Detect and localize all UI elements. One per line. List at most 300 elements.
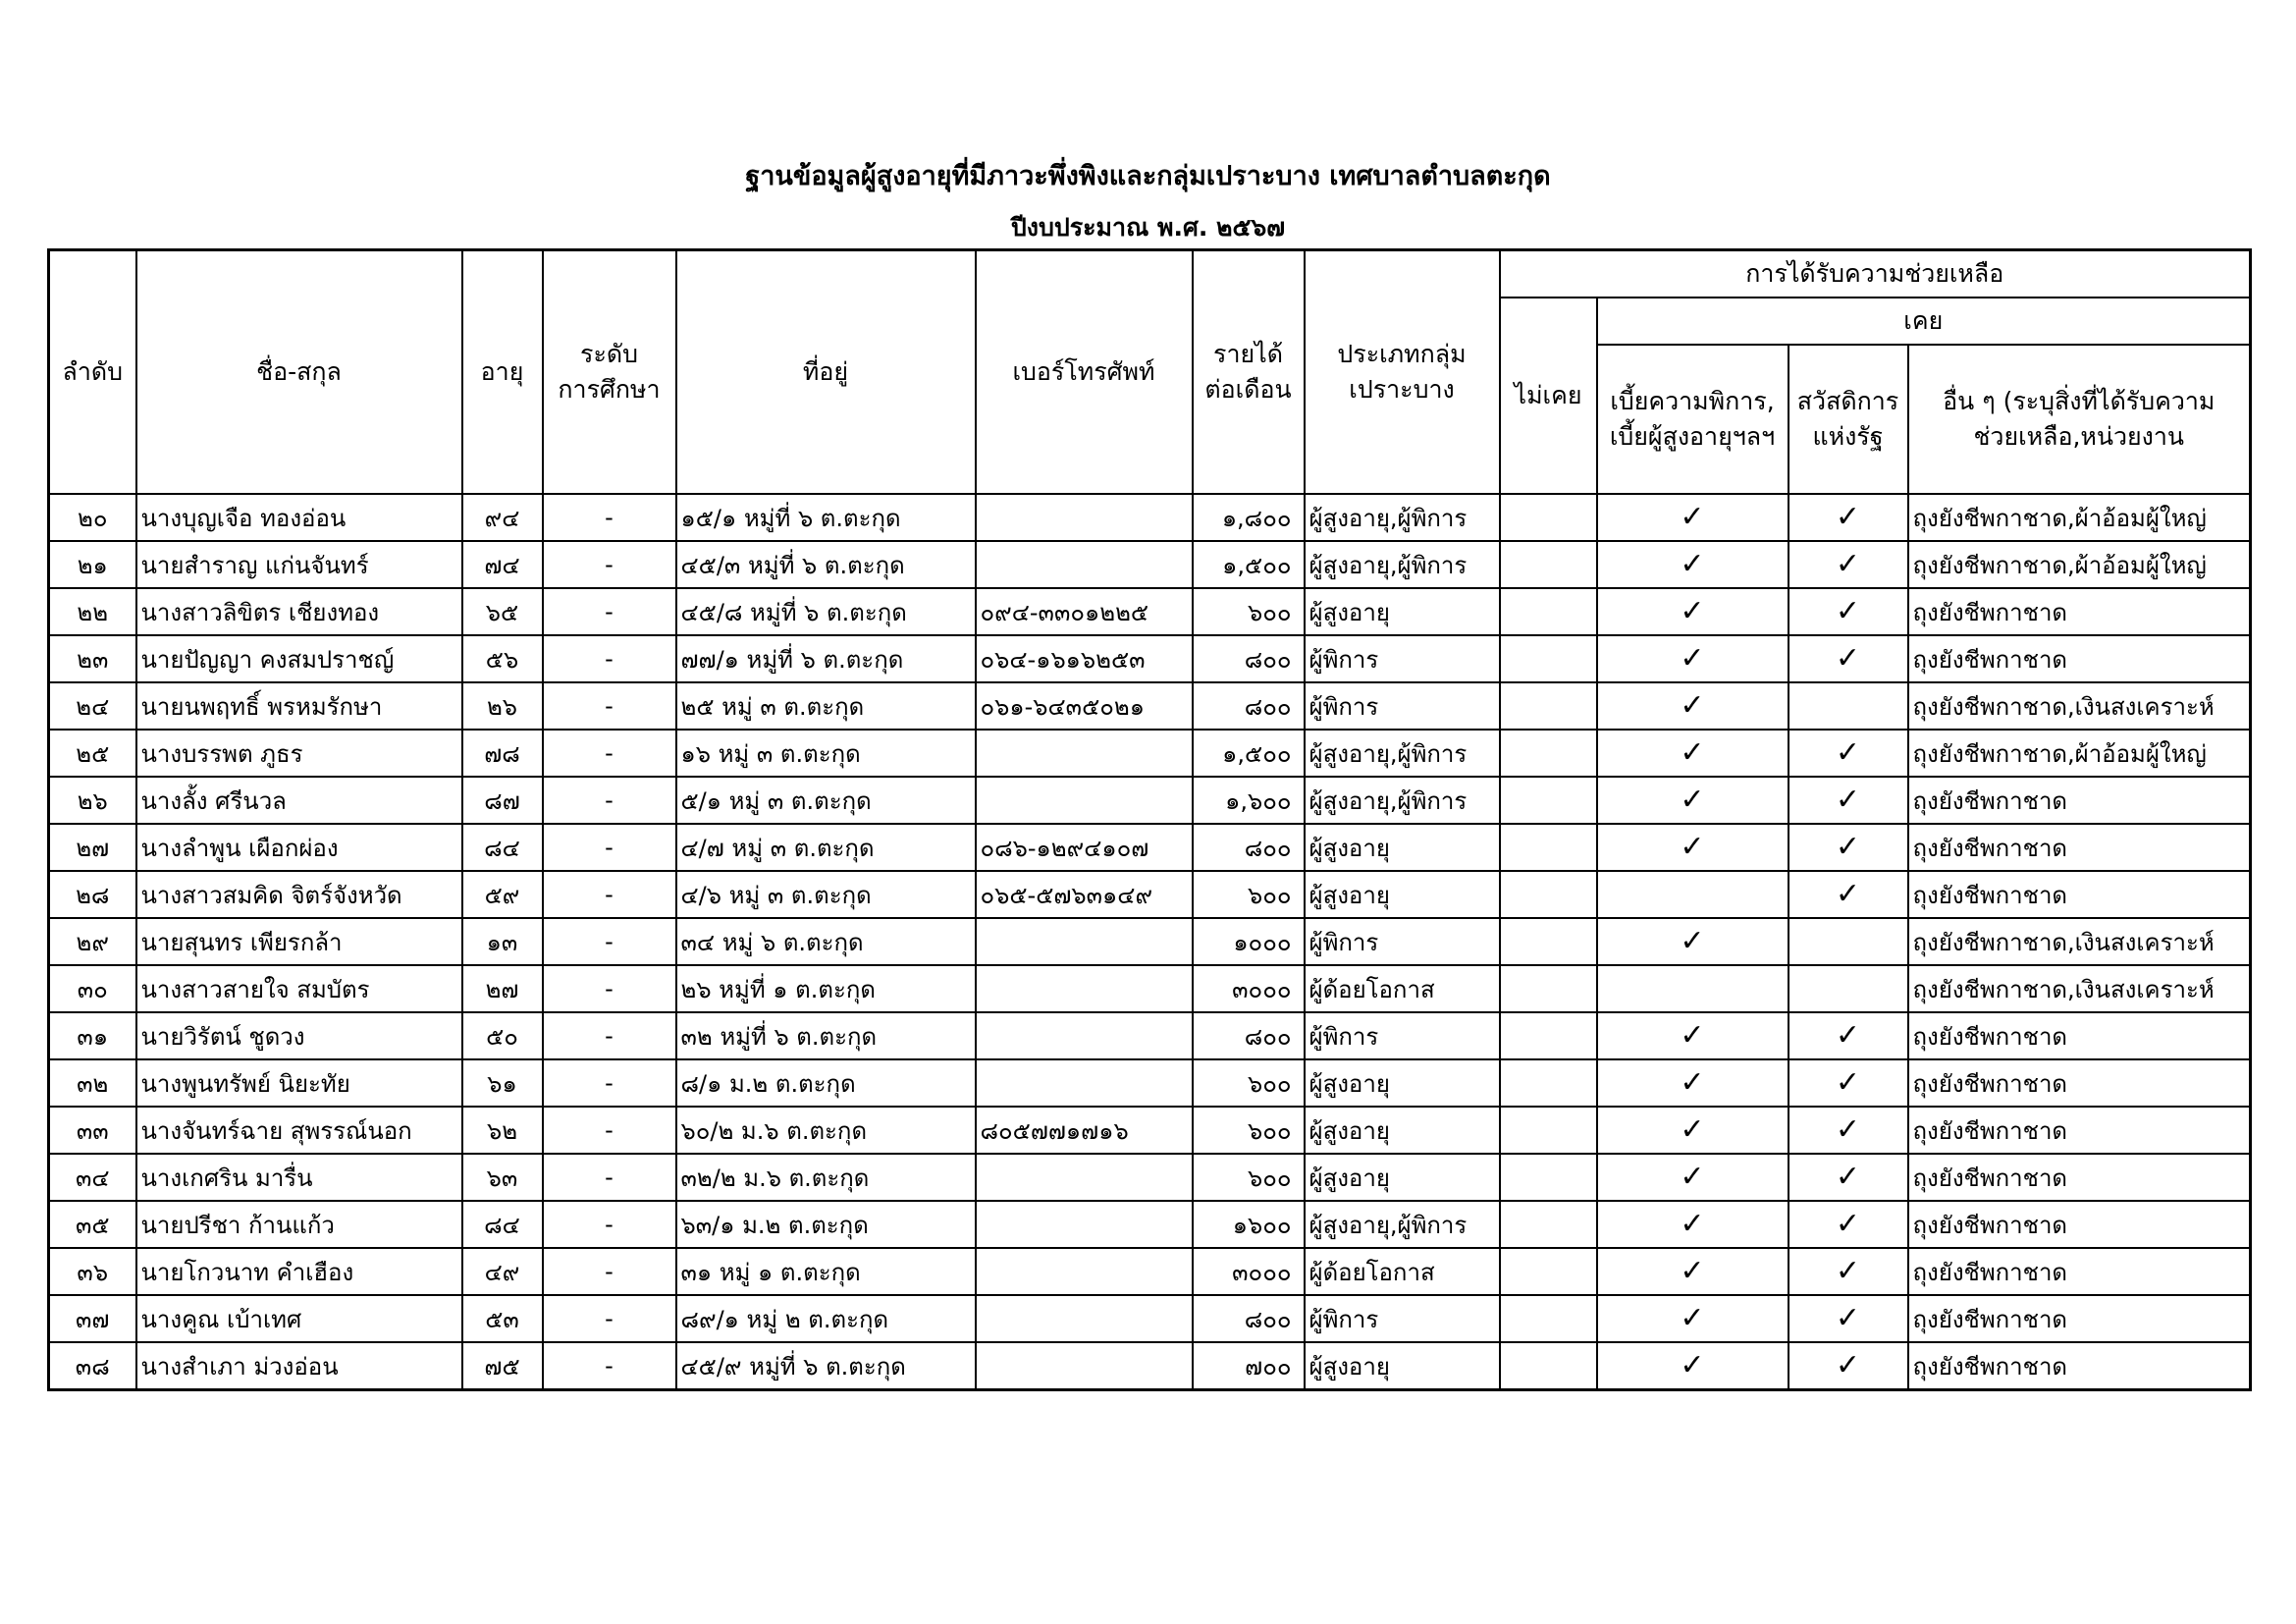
cell-education: - xyxy=(543,494,676,541)
cell-group: ผู้ด้อยโอกาส xyxy=(1305,965,1500,1012)
cell-group: ผู้สูงอายุ,ผู้พิการ xyxy=(1305,541,1500,588)
cell-other: ถุงยังชีพกาชาด xyxy=(1908,1201,2251,1248)
cell-group: ผู้สูงอายุ xyxy=(1305,1107,1500,1154)
table-row xyxy=(49,682,2251,730)
cell-welfare xyxy=(1789,824,1908,871)
cell-address: ๗๗/๑ หมู่ที่ ๖ ต.ตะกุด xyxy=(676,635,976,682)
header-education-line2: การศึกษา xyxy=(558,375,661,404)
cell-allowance xyxy=(1597,1342,1789,1390)
cell-welfare xyxy=(1789,494,1908,541)
cell-name: นายสำราญ แก่นจันทร์ xyxy=(136,541,462,588)
cell-income: ๖๐๐ xyxy=(1193,871,1305,918)
document-subtitle: ปีงบประมาณ พ.ศ. ๒๕๖๗ xyxy=(1010,213,1286,242)
cell-income: ๑,๖๐๐ xyxy=(1193,777,1305,824)
cell-no: ๓๐ xyxy=(49,965,136,1012)
cell-no: ๒๕ xyxy=(49,730,136,777)
cell-name: นายวิรัตน์ ชูดวง xyxy=(136,1012,462,1059)
cell-name: นางสาวสายใจ สมบัตร xyxy=(136,965,462,1012)
cell-never xyxy=(1500,1295,1597,1342)
cell-never xyxy=(1500,777,1597,824)
cell-no: ๒๗ xyxy=(49,824,136,871)
check-mark-icon: ✓ xyxy=(1835,830,1861,864)
cell-age: ๒๖ xyxy=(462,682,543,730)
cell-never xyxy=(1500,588,1597,635)
cell-address: ๓๒/๒ ม.๖ ต.ตะกุด xyxy=(676,1154,976,1201)
cell-income: ๑,๕๐๐ xyxy=(1193,541,1305,588)
check-mark-icon: ✓ xyxy=(1680,1301,1705,1335)
cell-phone: ๐๖๕-๕๗๖๓๑๔๙ xyxy=(976,871,1193,918)
cell-no: ๒๓ xyxy=(49,635,136,682)
cell-never xyxy=(1500,1201,1597,1248)
cell-phone xyxy=(976,730,1193,777)
cell-income: ๑๐๐๐ xyxy=(1193,918,1305,965)
cell-education: - xyxy=(543,918,676,965)
table-row xyxy=(49,1342,2251,1390)
cell-phone: ๐๘๖-๑๒๙๔๑๐๗ xyxy=(976,824,1193,871)
check-mark-icon: ✓ xyxy=(1835,547,1861,581)
cell-other: ถุงยังชีพกาชาด xyxy=(1908,824,2251,871)
cell-phone xyxy=(976,541,1193,588)
cell-other: ถุงยังชีพกาชาด,เงินสงเคราะห์ xyxy=(1908,918,2251,965)
cell-never xyxy=(1500,871,1597,918)
cell-education: - xyxy=(543,1107,676,1154)
header-other-line2: ช่วยเหลือ,หน่วยงาน xyxy=(1973,422,2185,451)
cell-name: นางลั้ง ศรีนวล xyxy=(136,777,462,824)
cell-phone xyxy=(976,1012,1193,1059)
table-row xyxy=(49,588,2251,635)
cell-name: นายปัญญา คงสมปราชญ์ xyxy=(136,635,462,682)
cell-address: ๘๙/๑ หมู่ ๒ ต.ตะกุด xyxy=(676,1295,976,1342)
cell-group: ผู้สูงอายุ xyxy=(1305,871,1500,918)
check-mark-icon: ✓ xyxy=(1835,1207,1861,1241)
cell-address: ๖๓/๑ ม.๒ ต.ตะกุด xyxy=(676,1201,976,1248)
cell-group: ผู้สูงอายุ xyxy=(1305,824,1500,871)
check-mark-icon: ✓ xyxy=(1835,735,1861,770)
header-no: ลำดับ xyxy=(49,250,136,495)
cell-address: ๔๕/๙ หมู่ที่ ๖ ต.ตะกุด xyxy=(676,1342,976,1390)
check-mark-icon: ✓ xyxy=(1835,1301,1861,1335)
cell-welfare xyxy=(1789,588,1908,635)
cell-never xyxy=(1500,965,1597,1012)
document-title: ฐานข้อมูลผู้สูงอายุที่มีภาวะพึ่งพิงและกลุ่มเปราะบาง เทศบาลตำบลตะกุด xyxy=(745,161,1551,191)
cell-income: ๓๐๐๐ xyxy=(1193,1248,1305,1295)
header-allowance xyxy=(1597,345,1789,494)
cell-address: ๔/๗ หมู่ ๓ ต.ตะกุด xyxy=(676,824,976,871)
cell-education: - xyxy=(543,682,676,730)
check-mark-icon: ✓ xyxy=(1835,1112,1861,1147)
cell-phone xyxy=(976,965,1193,1012)
cell-name: นางบุญเจือ ทองอ่อน xyxy=(136,494,462,541)
cell-income: ๑,๘๐๐ xyxy=(1193,494,1305,541)
check-mark-icon: ✓ xyxy=(1835,1348,1861,1382)
header-welfare xyxy=(1789,345,1908,494)
table-row xyxy=(49,824,2251,871)
cell-never xyxy=(1500,918,1597,965)
check-mark-icon: ✓ xyxy=(1680,924,1705,958)
cell-welfare xyxy=(1789,1059,1908,1107)
cell-age: ๘๔ xyxy=(462,824,543,871)
cell-allowance xyxy=(1597,541,1789,588)
cell-education: - xyxy=(543,777,676,824)
cell-never xyxy=(1500,1107,1597,1154)
cell-welfare xyxy=(1789,730,1908,777)
cell-name: นางพูนทรัพย์ นิยะทัย xyxy=(136,1059,462,1107)
cell-age: ๖๑ xyxy=(462,1059,543,1107)
header-income-line1: รายได้ xyxy=(1213,340,1283,368)
cell-age: ๔๙ xyxy=(462,1248,543,1295)
cell-age: ๖๒ xyxy=(462,1107,543,1154)
cell-address: ๑๕/๑ หมู่ที่ ๖ ต.ตะกุด xyxy=(676,494,976,541)
cell-name: นายปรีชา ก้านแก้ว xyxy=(136,1201,462,1248)
cell-no: ๓๗ xyxy=(49,1295,136,1342)
cell-education: - xyxy=(543,1059,676,1107)
cell-allowance xyxy=(1597,1154,1789,1201)
cell-phone xyxy=(976,1059,1193,1107)
cell-education: - xyxy=(543,824,676,871)
header-other xyxy=(1908,345,2251,494)
cell-allowance xyxy=(1597,918,1789,965)
cell-age: ๒๗ xyxy=(462,965,543,1012)
cell-other: ถุงยังชีพกาชาด,เงินสงเคราะห์ xyxy=(1908,965,2251,1012)
cell-education: - xyxy=(543,1295,676,1342)
cell-group: ผู้พิการ xyxy=(1305,1295,1500,1342)
cell-allowance xyxy=(1597,682,1789,730)
table-row xyxy=(49,1107,2251,1154)
cell-welfare xyxy=(1789,541,1908,588)
cell-age: ๕๖ xyxy=(462,635,543,682)
cell-age: ๖๓ xyxy=(462,1154,543,1201)
cell-age: ๑๓ xyxy=(462,918,543,965)
check-mark-icon: ✓ xyxy=(1835,1065,1861,1100)
table-row xyxy=(49,494,2251,541)
cell-income: ๓๐๐๐ xyxy=(1193,965,1305,1012)
table-row xyxy=(49,777,2251,824)
table-row xyxy=(49,1059,2251,1107)
cell-other: ถุงยังชีพกาชาด xyxy=(1908,1059,2251,1107)
cell-no: ๒๔ xyxy=(49,682,136,730)
cell-allowance xyxy=(1597,1059,1789,1107)
cell-no: ๒๐ xyxy=(49,494,136,541)
cell-never xyxy=(1500,1154,1597,1201)
cell-age: ๘๗ xyxy=(462,777,543,824)
check-mark-icon: ✓ xyxy=(1835,641,1861,676)
check-mark-icon: ✓ xyxy=(1680,1065,1705,1100)
cell-group: ผู้พิการ xyxy=(1305,1012,1500,1059)
cell-never xyxy=(1500,635,1597,682)
header-ever: เคย xyxy=(1597,298,2251,345)
cell-never xyxy=(1500,1012,1597,1059)
cell-allowance xyxy=(1597,777,1789,824)
cell-education: - xyxy=(543,1201,676,1248)
cell-never xyxy=(1500,1342,1597,1390)
cell-phone xyxy=(976,777,1193,824)
check-mark-icon: ✓ xyxy=(1680,1207,1705,1241)
cell-allowance xyxy=(1597,1201,1789,1248)
cell-education: - xyxy=(543,1012,676,1059)
table-row xyxy=(49,541,2251,588)
cell-phone xyxy=(976,494,1193,541)
cell-income: ๘๐๐ xyxy=(1193,1012,1305,1059)
header-education-line1: ระดับ xyxy=(580,340,638,368)
check-mark-icon: ✓ xyxy=(1680,594,1705,628)
cell-welfare xyxy=(1789,871,1908,918)
cell-age: ๖๕ xyxy=(462,588,543,635)
cell-income: ๘๐๐ xyxy=(1193,682,1305,730)
cell-welfare xyxy=(1789,918,1908,965)
cell-age: ๗๔ xyxy=(462,541,543,588)
check-mark-icon: ✓ xyxy=(1835,877,1861,911)
cell-allowance xyxy=(1597,1012,1789,1059)
header-row-1 xyxy=(49,250,2251,298)
cell-other: ถุงยังชีพกาชาด,ผ้าอ้อมผู้ใหญ่ xyxy=(1908,730,2251,777)
cell-welfare xyxy=(1789,1248,1908,1295)
cell-income: ๘๐๐ xyxy=(1193,635,1305,682)
cell-address: ๒๕ หมู่ ๓ ต.ตะกุด xyxy=(676,682,976,730)
check-mark-icon: ✓ xyxy=(1680,1160,1705,1194)
cell-income: ๘๐๐ xyxy=(1193,824,1305,871)
cell-welfare xyxy=(1789,635,1908,682)
cell-no: ๒๖ xyxy=(49,777,136,824)
cell-age: ๙๔ xyxy=(462,494,543,541)
cell-allowance xyxy=(1597,871,1789,918)
cell-group: ผู้สูงอายุ,ผู้พิการ xyxy=(1305,730,1500,777)
cell-other: ถุงยังชีพกาชาด,ผ้าอ้อมผู้ใหญ่ xyxy=(1908,541,2251,588)
cell-education: - xyxy=(543,1248,676,1295)
cell-other: ถุงยังชีพกาชาด xyxy=(1908,871,2251,918)
cell-no: ๓๓ xyxy=(49,1107,136,1154)
cell-income: ๖๐๐ xyxy=(1193,588,1305,635)
check-mark-icon: ✓ xyxy=(1680,735,1705,770)
cell-income: ๖๐๐ xyxy=(1193,1154,1305,1201)
table-row xyxy=(49,1248,2251,1295)
cell-age: ๗๕ xyxy=(462,1342,543,1390)
header-allowance-line1: เบี้ยความพิการ, xyxy=(1610,387,1775,415)
cell-never xyxy=(1500,494,1597,541)
cell-no: ๓๘ xyxy=(49,1342,136,1390)
header-address: ที่อยู่ xyxy=(676,250,976,495)
cell-welfare xyxy=(1789,682,1908,730)
cell-name: นายโกวนาท คำเฮือง xyxy=(136,1248,462,1295)
header-income-line2: ต่อเดือน xyxy=(1204,375,1292,404)
cell-phone: ๐๙๔-๓๓๐๑๒๒๕ xyxy=(976,588,1193,635)
cell-group: ผู้สูงอายุ xyxy=(1305,1342,1500,1390)
header-welfare-line1: สวัสดิการ xyxy=(1796,387,1899,415)
cell-phone: ๘๐๕๗๗๑๗๑๖ xyxy=(976,1107,1193,1154)
cell-no: ๓๔ xyxy=(49,1154,136,1201)
cell-never xyxy=(1500,682,1597,730)
table-row xyxy=(49,918,2251,965)
cell-age: ๕๓ xyxy=(462,1295,543,1342)
cell-address: ๑๖ หมู่ ๓ ต.ตะกุด xyxy=(676,730,976,777)
cell-education: - xyxy=(543,1154,676,1201)
cell-group: ผู้สูงอายุ,ผู้พิการ xyxy=(1305,494,1500,541)
cell-group: ผู้สูงอายุ,ผู้พิการ xyxy=(1305,777,1500,824)
cell-welfare xyxy=(1789,777,1908,824)
check-mark-icon: ✓ xyxy=(1680,1348,1705,1382)
cell-address: ๔๕/๓ หมู่ที่ ๖ ต.ตะกุด xyxy=(676,541,976,588)
table-row xyxy=(49,871,2251,918)
check-mark-icon: ✓ xyxy=(1680,641,1705,676)
cell-income: ๗๐๐ xyxy=(1193,1342,1305,1390)
cell-other: ถุงยังชีพกาชาด xyxy=(1908,1012,2251,1059)
cell-never xyxy=(1500,1059,1597,1107)
check-mark-icon: ✓ xyxy=(1835,594,1861,628)
cell-name: นางบรรพต ภูธร xyxy=(136,730,462,777)
cell-income: ๘๐๐ xyxy=(1193,1295,1305,1342)
table-row xyxy=(49,1012,2251,1059)
cell-allowance xyxy=(1597,824,1789,871)
cell-group: ผู้สูงอายุ xyxy=(1305,588,1500,635)
cell-allowance xyxy=(1597,635,1789,682)
cell-education: - xyxy=(543,588,676,635)
cell-phone: ๐๖๑-๖๔๓๕๐๒๑ xyxy=(976,682,1193,730)
cell-education: - xyxy=(543,541,676,588)
header-other-line1: อื่น ๆ (ระบุสิ่งที่ได้รับความ xyxy=(1943,387,2216,415)
cell-other: ถุงยังชีพกาชาด xyxy=(1908,1107,2251,1154)
cell-other: ถุงยังชีพกาชาด xyxy=(1908,1154,2251,1201)
cell-education: - xyxy=(543,871,676,918)
cell-other: ถุงยังชีพกาชาด xyxy=(1908,1342,2251,1390)
cell-welfare xyxy=(1789,965,1908,1012)
header-assistance: การได้รับความช่วยเหลือ xyxy=(1500,250,2251,298)
check-mark-icon: ✓ xyxy=(1835,500,1861,534)
cell-age: ๕๐ xyxy=(462,1012,543,1059)
cell-welfare xyxy=(1789,1154,1908,1201)
check-mark-icon: ✓ xyxy=(1680,830,1705,864)
header-group-line1: ประเภทกลุ่ม xyxy=(1337,340,1467,368)
cell-phone: ๐๖๔-๑๖๑๖๒๕๓ xyxy=(976,635,1193,682)
cell-other: ถุงยังชีพกาชาด xyxy=(1908,588,2251,635)
table-row xyxy=(49,1295,2251,1342)
cell-other: ถุงยังชีพกาชาด xyxy=(1908,777,2251,824)
cell-allowance xyxy=(1597,1248,1789,1295)
check-mark-icon: ✓ xyxy=(1680,1254,1705,1288)
check-mark-icon: ✓ xyxy=(1835,783,1861,817)
header-never: ไม่เคย xyxy=(1500,298,1597,494)
cell-allowance xyxy=(1597,965,1789,1012)
header-group xyxy=(1305,250,1500,495)
cell-name: นางจันทร์ฉาย สุพรรณ์นอก xyxy=(136,1107,462,1154)
cell-other: ถุงยังชีพกาชาด,เงินสงเคราะห์ xyxy=(1908,682,2251,730)
check-mark-icon: ✓ xyxy=(1680,1112,1705,1147)
cell-age: ๘๔ xyxy=(462,1201,543,1248)
cell-address: ๕/๑ หมู่ ๓ ต.ตะกุด xyxy=(676,777,976,824)
table-row xyxy=(49,635,2251,682)
header-welfare-line2: แห่งรัฐ xyxy=(1812,422,1884,451)
cell-no: ๓๑ xyxy=(49,1012,136,1059)
cell-phone xyxy=(976,1201,1193,1248)
cell-allowance xyxy=(1597,1295,1789,1342)
cell-no: ๓๒ xyxy=(49,1059,136,1107)
cell-education: - xyxy=(543,635,676,682)
cell-name: นายสุนทร เพียรกล้า xyxy=(136,918,462,965)
table-row xyxy=(49,1201,2251,1248)
check-mark-icon: ✓ xyxy=(1680,500,1705,534)
cell-never xyxy=(1500,824,1597,871)
cell-group: ผู้สูงอายุ xyxy=(1305,1059,1500,1107)
table-row xyxy=(49,965,2251,1012)
cell-address: ๔/๖ หมู่ ๓ ต.ตะกุด xyxy=(676,871,976,918)
header-phone: เบอร์โทรศัพท์ xyxy=(976,250,1193,495)
check-mark-icon: ✓ xyxy=(1680,1018,1705,1053)
cell-no: ๓๖ xyxy=(49,1248,136,1295)
check-mark-icon: ✓ xyxy=(1835,1254,1861,1288)
cell-allowance xyxy=(1597,730,1789,777)
cell-address: ๖๐/๒ ม.๖ ต.ตะกุด xyxy=(676,1107,976,1154)
cell-no: ๒๙ xyxy=(49,918,136,965)
cell-allowance xyxy=(1597,494,1789,541)
header-name: ชื่อ-สกุล xyxy=(136,250,462,495)
cell-address: ๓๑ หมู่ ๑ ต.ตะกุด xyxy=(676,1248,976,1295)
check-mark-icon: ✓ xyxy=(1835,1018,1861,1053)
check-mark-icon: ✓ xyxy=(1835,1160,1861,1194)
cell-name: นางสาวสมคิด จิตร์จังหวัด xyxy=(136,871,462,918)
cell-income: ๖๐๐ xyxy=(1193,1107,1305,1154)
check-mark-icon: ✓ xyxy=(1680,547,1705,581)
cell-phone xyxy=(976,1154,1193,1201)
cell-name: นางเกศริน มารื่น xyxy=(136,1154,462,1201)
cell-name: นางลำพูน เผือกผ่อง xyxy=(136,824,462,871)
cell-education: - xyxy=(543,965,676,1012)
table-body xyxy=(49,494,2251,1390)
cell-allowance xyxy=(1597,1107,1789,1154)
document-header xyxy=(0,157,2296,245)
cell-welfare xyxy=(1789,1201,1908,1248)
cell-income: ๑๖๐๐ xyxy=(1193,1201,1305,1248)
cell-name: นางสำเภา ม่วงอ่อน xyxy=(136,1342,462,1390)
cell-address: ๒๖ หมู่ที่ ๑ ต.ตะกุด xyxy=(676,965,976,1012)
cell-never xyxy=(1500,541,1597,588)
cell-group: ผู้พิการ xyxy=(1305,682,1500,730)
cell-income: ๖๐๐ xyxy=(1193,1059,1305,1107)
cell-name: นางคูณ เบ้าเทศ xyxy=(136,1295,462,1342)
header-income xyxy=(1193,250,1305,495)
cell-other: ถุงยังชีพกาชาด,ผ้าอ้อมผู้ใหญ่ xyxy=(1908,494,2251,541)
cell-other: ถุงยังชีพกาชาด xyxy=(1908,1248,2251,1295)
cell-phone xyxy=(976,1248,1193,1295)
cell-education: - xyxy=(543,730,676,777)
table-row xyxy=(49,730,2251,777)
cell-education: - xyxy=(543,1342,676,1390)
cell-phone xyxy=(976,918,1193,965)
header-group-line2: เปราะบาง xyxy=(1349,375,1455,404)
cell-group: ผู้พิการ xyxy=(1305,918,1500,965)
check-mark-icon: ✓ xyxy=(1680,688,1705,723)
header-education xyxy=(543,250,676,495)
cell-never xyxy=(1500,1248,1597,1295)
cell-no: ๓๕ xyxy=(49,1201,136,1248)
table-header xyxy=(49,250,2251,495)
cell-phone xyxy=(976,1342,1193,1390)
cell-name: นางสาวลิขิตร เชียงทอง xyxy=(136,588,462,635)
cell-other: ถุงยังชีพกาชาด xyxy=(1908,635,2251,682)
table-row xyxy=(49,1154,2251,1201)
cell-address: ๓๔ หมู่ ๖ ต.ตะกุด xyxy=(676,918,976,965)
cell-allowance xyxy=(1597,588,1789,635)
cell-age: ๗๘ xyxy=(462,730,543,777)
cell-welfare xyxy=(1789,1107,1908,1154)
cell-welfare xyxy=(1789,1342,1908,1390)
cell-group: ผู้สูงอายุ xyxy=(1305,1154,1500,1201)
cell-welfare xyxy=(1789,1295,1908,1342)
cell-address: ๓๒ หมู่ที่ ๖ ต.ตะกุด xyxy=(676,1012,976,1059)
cell-address: ๔๕/๘ หมู่ที่ ๖ ต.ตะกุด xyxy=(676,588,976,635)
cell-no: ๒๘ xyxy=(49,871,136,918)
header-age: อายุ xyxy=(462,250,543,495)
cell-no: ๒๑ xyxy=(49,541,136,588)
cell-welfare xyxy=(1789,1012,1908,1059)
cell-never xyxy=(1500,730,1597,777)
